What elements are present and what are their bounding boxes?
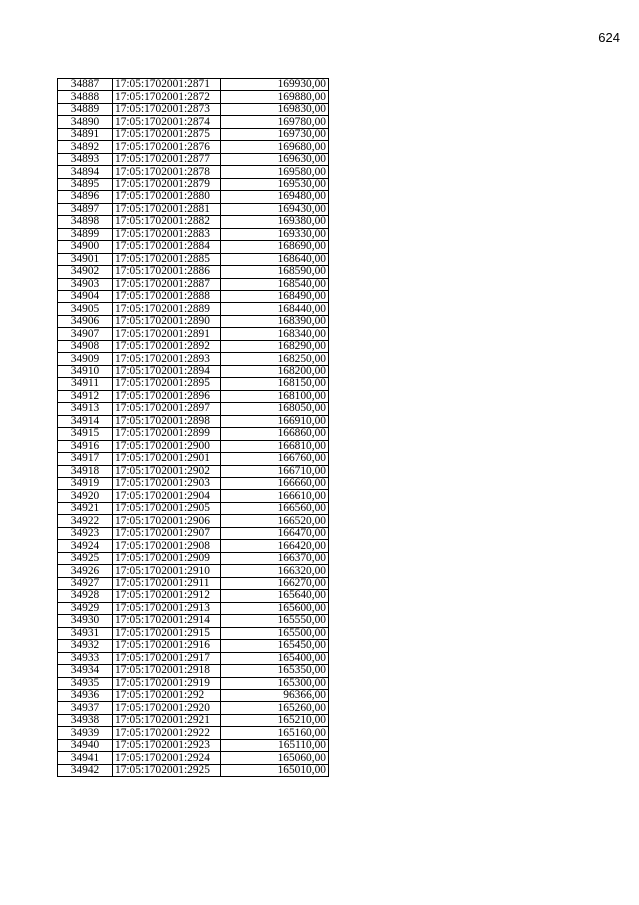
- cadastral-value-cell: 165010,00: [221, 764, 329, 776]
- cadastral-value-cell: 169830,00: [221, 103, 329, 115]
- cadastral-number-cell: 17:05:1702001:2923: [113, 739, 221, 751]
- cadastral-value-cell: 165400,00: [221, 652, 329, 664]
- row-number-cell: 34893: [58, 153, 113, 165]
- cadastral-value-cell: 166560,00: [221, 502, 329, 514]
- cadastral-value-cell: 166370,00: [221, 552, 329, 564]
- table-row: [58, 739, 329, 751]
- cadastral-number-cell: 17:05:1702001:2902: [113, 465, 221, 477]
- table-row: [58, 640, 329, 652]
- table-row: [58, 378, 329, 390]
- row-number-cell: 34929: [58, 602, 113, 614]
- table-row: [58, 415, 329, 427]
- row-number-cell: 34911: [58, 378, 113, 390]
- table-row: [58, 440, 329, 452]
- table-row: [58, 340, 329, 352]
- table-row: [58, 652, 329, 664]
- table-row: [58, 228, 329, 240]
- table-row: [58, 714, 329, 726]
- row-number-cell: 34917: [58, 453, 113, 465]
- table-row: [58, 490, 329, 502]
- cadastral-number-cell: 17:05:1702001:2918: [113, 665, 221, 677]
- table-row: [58, 166, 329, 178]
- cadastral-number-cell: 17:05:1702001:2880: [113, 191, 221, 203]
- cadastral-number-cell: 17:05:1702001:2886: [113, 266, 221, 278]
- row-number-cell: 34908: [58, 340, 113, 352]
- cadastral-number-cell: 17:05:1702001:2924: [113, 752, 221, 764]
- cadastral-value-table: [57, 78, 329, 777]
- cadastral-number-cell: 17:05:1702001:2907: [113, 527, 221, 539]
- cadastral-number-cell: 17:05:1702001:2913: [113, 602, 221, 614]
- cadastral-number-cell: 17:05:1702001:2899: [113, 428, 221, 440]
- table-row: [58, 253, 329, 265]
- cadastral-number-cell: 17:05:1702001:2904: [113, 490, 221, 502]
- cadastral-number-cell: 17:05:1702001:2874: [113, 116, 221, 128]
- table-row: [58, 103, 329, 115]
- cadastral-value-cell: 168640,00: [221, 253, 329, 265]
- cadastral-value-cell: 169380,00: [221, 216, 329, 228]
- cadastral-number-cell: 17:05:1702001:2903: [113, 478, 221, 490]
- row-number-cell: 34896: [58, 191, 113, 203]
- table-row: [58, 79, 329, 91]
- cadastral-value-cell: 166520,00: [221, 515, 329, 527]
- cadastral-number-cell: 17:05:1702001:2920: [113, 702, 221, 714]
- cadastral-number-cell: 17:05:1702001:2875: [113, 128, 221, 140]
- cadastral-number-cell: 17:05:1702001:2894: [113, 365, 221, 377]
- table-row: [58, 665, 329, 677]
- cadastral-number-cell: 17:05:1702001:2884: [113, 241, 221, 253]
- table-row: [58, 677, 329, 689]
- table-body: [58, 79, 329, 777]
- page-number: 624: [598, 30, 620, 45]
- row-number-cell: 34916: [58, 440, 113, 452]
- cadastral-value-cell: 165350,00: [221, 665, 329, 677]
- row-number-cell: 34901: [58, 253, 113, 265]
- cadastral-value-cell: 166320,00: [221, 565, 329, 577]
- cadastral-value-cell: 165300,00: [221, 677, 329, 689]
- cadastral-value-cell: 166710,00: [221, 465, 329, 477]
- cadastral-value-cell: 169680,00: [221, 141, 329, 153]
- cadastral-number-cell: 17:05:1702001:2872: [113, 91, 221, 103]
- cadastral-value-cell: 169480,00: [221, 191, 329, 203]
- cadastral-value-cell: 166860,00: [221, 428, 329, 440]
- row-number-cell: 34890: [58, 116, 113, 128]
- cadastral-number-cell: 17:05:1702001:2921: [113, 714, 221, 726]
- cadastral-number-cell: 17:05:1702001:2895: [113, 378, 221, 390]
- table-row: [58, 515, 329, 527]
- cadastral-number-cell: 17:05:1702001:2911: [113, 577, 221, 589]
- cadastral-value-cell: 168390,00: [221, 315, 329, 327]
- row-number-cell: 34936: [58, 689, 113, 701]
- row-number-cell: 34900: [58, 241, 113, 253]
- table-row: [58, 191, 329, 203]
- table-row: [58, 428, 329, 440]
- cadastral-number-cell: 17:05:1702001:2881: [113, 203, 221, 215]
- cadastral-value-cell: 169330,00: [221, 228, 329, 240]
- cadastral-value-cell: 166420,00: [221, 540, 329, 552]
- cadastral-value-cell: 169430,00: [221, 203, 329, 215]
- cadastral-number-cell: 17:05:1702001:2876: [113, 141, 221, 153]
- cadastral-number-cell: 17:05:1702001:2912: [113, 590, 221, 602]
- row-number-cell: 34931: [58, 627, 113, 639]
- row-number-cell: 34930: [58, 615, 113, 627]
- row-number-cell: 34897: [58, 203, 113, 215]
- row-number-cell: 34922: [58, 515, 113, 527]
- table-row: [58, 453, 329, 465]
- cadastral-number-cell: 17:05:1702001:2892: [113, 340, 221, 352]
- cadastral-value-cell: 168290,00: [221, 340, 329, 352]
- cadastral-value-cell: 169580,00: [221, 166, 329, 178]
- row-number-cell: 34902: [58, 266, 113, 278]
- cadastral-value-cell: 166810,00: [221, 440, 329, 452]
- table-row: [58, 365, 329, 377]
- row-number-cell: 34918: [58, 465, 113, 477]
- cadastral-value-cell: 165600,00: [221, 602, 329, 614]
- table-row: [58, 502, 329, 514]
- cadastral-number-cell: 17:05:1702001:2871: [113, 79, 221, 91]
- cadastral-number-cell: 17:05:1702001:2893: [113, 353, 221, 365]
- cadastral-value-cell: 169530,00: [221, 178, 329, 190]
- table-row: [58, 278, 329, 290]
- cadastral-value-cell: 168250,00: [221, 353, 329, 365]
- cadastral-value-cell: 168340,00: [221, 328, 329, 340]
- table-row: [58, 266, 329, 278]
- cadastral-number-cell: 17:05:1702001:2887: [113, 278, 221, 290]
- cadastral-value-cell: 168100,00: [221, 390, 329, 402]
- table-row: [58, 527, 329, 539]
- table-row: [58, 390, 329, 402]
- row-number-cell: 34924: [58, 540, 113, 552]
- cadastral-value-cell: 165110,00: [221, 739, 329, 751]
- row-number-cell: 34905: [58, 303, 113, 315]
- row-number-cell: 34912: [58, 390, 113, 402]
- row-number-cell: 34919: [58, 478, 113, 490]
- table-row: [58, 552, 329, 564]
- table-row: [58, 540, 329, 552]
- cadastral-value-cell: 168150,00: [221, 378, 329, 390]
- cadastral-number-cell: 17:05:1702001:2897: [113, 403, 221, 415]
- cadastral-value-cell: 165550,00: [221, 615, 329, 627]
- row-number-cell: 34889: [58, 103, 113, 115]
- table-row: [58, 702, 329, 714]
- cadastral-number-cell: 17:05:1702001:2900: [113, 440, 221, 452]
- table-row: [58, 577, 329, 589]
- row-number-cell: 34913: [58, 403, 113, 415]
- row-number-cell: 34895: [58, 178, 113, 190]
- table-row: [58, 590, 329, 602]
- cadastral-number-cell: 17:05:1702001:2896: [113, 390, 221, 402]
- row-number-cell: 34891: [58, 128, 113, 140]
- cadastral-number-cell: 17:05:1702001:2922: [113, 727, 221, 739]
- table-row: [58, 465, 329, 477]
- row-number-cell: 34915: [58, 428, 113, 440]
- row-number-cell: 34923: [58, 527, 113, 539]
- row-number-cell: 34939: [58, 727, 113, 739]
- row-number-cell: 34904: [58, 290, 113, 302]
- cadastral-value-cell: 169780,00: [221, 116, 329, 128]
- cadastral-number-cell: 17:05:1702001:2882: [113, 216, 221, 228]
- row-number-cell: 34928: [58, 590, 113, 602]
- table-row: [58, 764, 329, 776]
- cadastral-value-cell: 165260,00: [221, 702, 329, 714]
- table-row: [58, 627, 329, 639]
- row-number-cell: 34906: [58, 315, 113, 327]
- row-number-cell: 34903: [58, 278, 113, 290]
- row-number-cell: 34887: [58, 79, 113, 91]
- row-number-cell: 34921: [58, 502, 113, 514]
- table-row: [58, 141, 329, 153]
- row-number-cell: 34907: [58, 328, 113, 340]
- cadastral-value-cell: 168200,00: [221, 365, 329, 377]
- row-number-cell: 34892: [58, 141, 113, 153]
- cadastral-number-cell: 17:05:1702001:2889: [113, 303, 221, 315]
- table-row: [58, 153, 329, 165]
- row-number-cell: 34914: [58, 415, 113, 427]
- row-number-cell: 34941: [58, 752, 113, 764]
- cadastral-number-cell: 17:05:1702001:2916: [113, 640, 221, 652]
- row-number-cell: 34935: [58, 677, 113, 689]
- cadastral-value-cell: 168690,00: [221, 241, 329, 253]
- table-row: [58, 91, 329, 103]
- table-row: [58, 602, 329, 614]
- cadastral-number-cell: 17:05:1702001:2873: [113, 103, 221, 115]
- cadastral-number-cell: 17:05:1702001:2879: [113, 178, 221, 190]
- table-row: [58, 353, 329, 365]
- cadastral-number-cell: 17:05:1702001:2917: [113, 652, 221, 664]
- table-row: [58, 328, 329, 340]
- cadastral-value-cell: 168590,00: [221, 266, 329, 278]
- cadastral-value-cell: 168490,00: [221, 290, 329, 302]
- row-number-cell: 34894: [58, 166, 113, 178]
- cadastral-number-cell: 17:05:1702001:2915: [113, 627, 221, 639]
- row-number-cell: 34940: [58, 739, 113, 751]
- row-number-cell: 34942: [58, 764, 113, 776]
- cadastral-number-cell: 17:05:1702001:2901: [113, 453, 221, 465]
- cadastral-value-cell: 168050,00: [221, 403, 329, 415]
- cadastral-value-cell: 165160,00: [221, 727, 329, 739]
- cadastral-value-cell: 165640,00: [221, 590, 329, 602]
- table-row: [58, 752, 329, 764]
- cadastral-number-cell: 17:05:1702001:292: [113, 689, 221, 701]
- cadastral-value-cell: 165210,00: [221, 714, 329, 726]
- cadastral-number-cell: 17:05:1702001:2908: [113, 540, 221, 552]
- cadastral-number-cell: 17:05:1702001:2885: [113, 253, 221, 265]
- table-row: [58, 727, 329, 739]
- row-number-cell: 34938: [58, 714, 113, 726]
- cadastral-number-cell: 17:05:1702001:2888: [113, 290, 221, 302]
- row-number-cell: 34910: [58, 365, 113, 377]
- table-row: [58, 403, 329, 415]
- cadastral-number-cell: 17:05:1702001:2905: [113, 502, 221, 514]
- table-row: [58, 178, 329, 190]
- cadastral-value-cell: 165450,00: [221, 640, 329, 652]
- cadastral-number-cell: 17:05:1702001:2906: [113, 515, 221, 527]
- row-number-cell: 34888: [58, 91, 113, 103]
- cadastral-value-cell: 166660,00: [221, 478, 329, 490]
- row-number-cell: 34934: [58, 665, 113, 677]
- row-number-cell: 34920: [58, 490, 113, 502]
- cadastral-number-cell: 17:05:1702001:2890: [113, 315, 221, 327]
- table-row: [58, 241, 329, 253]
- table-row: [58, 315, 329, 327]
- table-row: [58, 689, 329, 701]
- cadastral-number-cell: 17:05:1702001:2883: [113, 228, 221, 240]
- table-row: [58, 128, 329, 140]
- cadastral-number-cell: 17:05:1702001:2925: [113, 764, 221, 776]
- row-number-cell: 34933: [58, 652, 113, 664]
- row-number-cell: 34932: [58, 640, 113, 652]
- cadastral-value-cell: 168440,00: [221, 303, 329, 315]
- table-row: [58, 216, 329, 228]
- cadastral-value-cell: 169630,00: [221, 153, 329, 165]
- row-number-cell: 34937: [58, 702, 113, 714]
- row-number-cell: 34898: [58, 216, 113, 228]
- row-number-cell: 34909: [58, 353, 113, 365]
- row-number-cell: 34927: [58, 577, 113, 589]
- cadastral-number-cell: 17:05:1702001:2914: [113, 615, 221, 627]
- table-row: [58, 203, 329, 215]
- row-number-cell: 34926: [58, 565, 113, 577]
- cadastral-value-cell: 166760,00: [221, 453, 329, 465]
- cadastral-value-cell: 166910,00: [221, 415, 329, 427]
- table-row: [58, 615, 329, 627]
- cadastral-number-cell: 17:05:1702001:2910: [113, 565, 221, 577]
- cadastral-value-cell: 166270,00: [221, 577, 329, 589]
- cadastral-number-cell: 17:05:1702001:2877: [113, 153, 221, 165]
- cadastral-number-cell: 17:05:1702001:2898: [113, 415, 221, 427]
- table-row: [58, 303, 329, 315]
- cadastral-value-cell: 169730,00: [221, 128, 329, 140]
- cadastral-number-cell: 17:05:1702001:2891: [113, 328, 221, 340]
- table-row: [58, 116, 329, 128]
- row-number-cell: 34899: [58, 228, 113, 240]
- cadastral-number-cell: 17:05:1702001:2878: [113, 166, 221, 178]
- table-row: [58, 565, 329, 577]
- table-row: [58, 478, 329, 490]
- cadastral-value-cell: 96366,00: [221, 689, 329, 701]
- cadastral-value-cell: 168540,00: [221, 278, 329, 290]
- cadastral-value-cell: 166610,00: [221, 490, 329, 502]
- cadastral-number-cell: 17:05:1702001:2919: [113, 677, 221, 689]
- row-number-cell: 34925: [58, 552, 113, 564]
- cadastral-value-cell: 169930,00: [221, 79, 329, 91]
- cadastral-value-cell: 165500,00: [221, 627, 329, 639]
- table-row: [58, 290, 329, 302]
- cadastral-value-cell: 165060,00: [221, 752, 329, 764]
- cadastral-value-cell: 169880,00: [221, 91, 329, 103]
- cadastral-value-cell: 166470,00: [221, 527, 329, 539]
- cadastral-number-cell: 17:05:1702001:2909: [113, 552, 221, 564]
